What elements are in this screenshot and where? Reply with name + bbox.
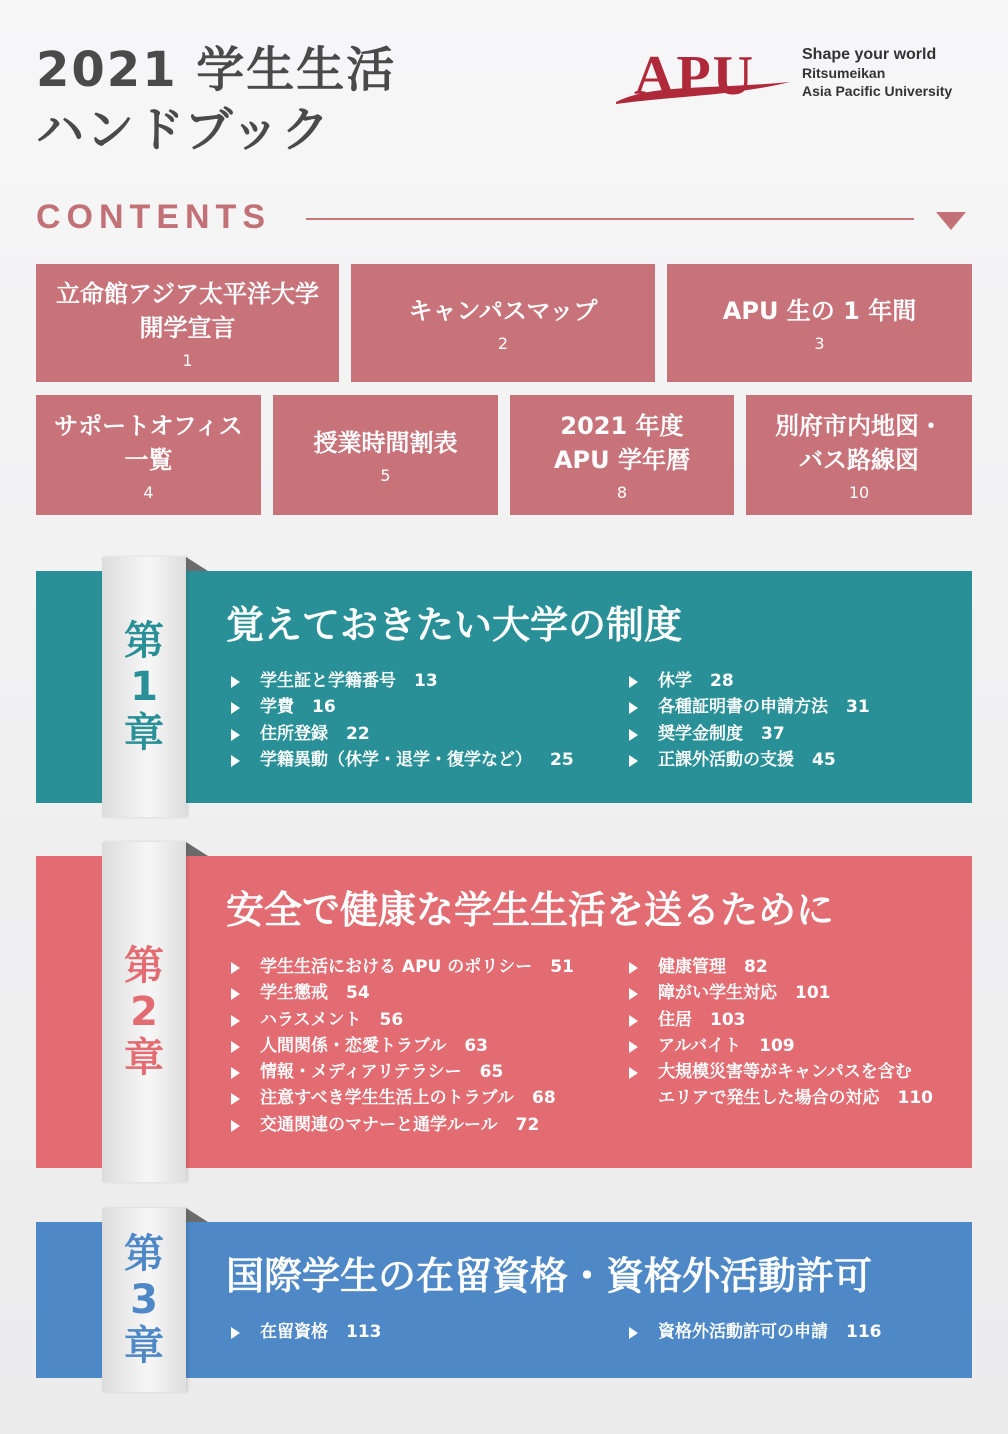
toc-item[interactable]: 学籍異動（休学・退学・復学など） 25 (228, 747, 574, 773)
contents-rule (306, 218, 914, 220)
toc-tile-page: 3 (814, 333, 825, 353)
toc-item[interactable]: 正課外活動の支援 45 (626, 747, 870, 773)
title-line-2: ハンドブック (36, 102, 332, 158)
toc-tile-class-schedule[interactable] (273, 395, 498, 515)
toc-tile-beppu-map[interactable] (746, 395, 972, 515)
apu-logo (612, 44, 992, 114)
toc-item[interactable]: 障がい学生対応 101 (626, 980, 933, 1006)
title-line-1: 2021 学生生活 (36, 42, 397, 98)
toc-tile-page: 5 (380, 465, 391, 485)
toc-item[interactable]: 交通関連のマナーと通学ルール 72 (228, 1112, 574, 1138)
svg-text:APU: APU (634, 45, 756, 107)
chapter-1 (36, 557, 972, 817)
chapter-mark-dai: 第 (124, 943, 164, 989)
toc-item[interactable]: 学生懲戒 54 (228, 980, 574, 1006)
chapter-3 (36, 1208, 972, 1392)
chapter-mark-sho: 章 (124, 1035, 164, 1081)
chapter-mark-dai: 第 (124, 618, 164, 664)
chevron-down-icon (936, 212, 966, 230)
toc-item[interactable]: ハラスメント 56 (228, 1007, 574, 1033)
chapter-1-right-list (626, 668, 870, 773)
toc-item[interactable]: 資格外活動許可の申請 116 (626, 1319, 882, 1345)
chapter-3-ribbon (102, 1208, 186, 1392)
toc-item[interactable]: 在留資格 113 (228, 1319, 382, 1345)
chapter-mark-number: 1 (130, 664, 158, 710)
chapter-2-ribbon (102, 842, 186, 1182)
chapter-mark-number: 3 (130, 1277, 158, 1323)
toc-item[interactable]: アルバイト 109 (626, 1033, 933, 1059)
toc-item[interactable]: 住居 103 (626, 1007, 933, 1033)
toc-tile-label: 立命館アジア太平洋大学 開学宣言 (55, 279, 320, 342)
chapter-3-left-list (228, 1319, 382, 1345)
toc-tile-page: 4 (143, 482, 154, 502)
apu-logo-mark (612, 44, 792, 114)
toc-item[interactable]: 奨学金制度 37 (626, 721, 870, 747)
logo-tagline: Shape your world (802, 46, 937, 63)
toc-tile-label: 授業時間割表 (313, 428, 458, 457)
toc-item[interactable]: 人間関係・恋愛トラブル 63 (228, 1033, 574, 1059)
logo-name-line-2: Asia Pacific University (802, 83, 953, 99)
chapter-mark-number: 2 (130, 989, 158, 1035)
toc-tile-page: 10 (848, 482, 870, 502)
toc-item[interactable]: 注意すべき学生生活上のトラブル 68 (228, 1085, 574, 1111)
toc-item[interactable]: 学生証と学籍番号 13 (228, 668, 574, 694)
toc-tile-page: 1 (182, 350, 193, 370)
chapter-1-ribbon (102, 557, 186, 817)
contents-heading: CONTENTS (36, 198, 271, 236)
chapter-2-title: 安全で健康な学生生活を送るために (226, 888, 835, 932)
chapter-mark-dai: 第 (124, 1231, 164, 1277)
toc-tile-label: サポートオフィス 一覧 (54, 411, 243, 474)
chapter-3-right-list (626, 1319, 882, 1345)
logo-tagline-block (802, 46, 952, 100)
toc-tile-page: 2 (497, 333, 509, 353)
chapter-mark-sho: 章 (124, 1323, 164, 1369)
toc-tile-declaration[interactable] (36, 264, 339, 382)
chapter-2-right-list (626, 954, 933, 1112)
toc-item[interactable]: 大規模災害等がキャンパスを含む エリアで発生した場合の対応 110 (626, 1059, 933, 1112)
chapter-2 (36, 842, 972, 1182)
ribbon-fold (186, 1208, 208, 1222)
chapter-mark-sho: 章 (124, 710, 164, 756)
logo-name-line-1: Ritsumeikan (802, 65, 886, 81)
toc-item[interactable]: 休学 28 (626, 668, 870, 694)
toc-item[interactable]: 健康管理 82 (626, 954, 933, 980)
chapter-2-left-list (228, 954, 574, 1138)
toc-item[interactable]: 学生生活における APU のポリシー 51 (228, 954, 574, 980)
toc-tile-label: APU 生の 1 年間 (722, 296, 917, 325)
toc-tile-campus-map[interactable] (351, 264, 655, 382)
toc-tile-label: キャンパスマップ (408, 296, 598, 325)
toc-tile-support-offices[interactable] (36, 395, 261, 515)
ribbon-fold (186, 842, 208, 856)
toc-item[interactable]: 情報・メディアリテラシー 65 (228, 1059, 574, 1085)
toc-tile-first-year[interactable] (667, 264, 972, 382)
chapter-3-title: 国際学生の在留資格・資格外活動許可 (226, 1254, 873, 1298)
chapter-1-left-list (228, 668, 574, 773)
toc-tile-academic-calendar[interactable] (510, 395, 734, 515)
toc-tile-page: 8 (616, 482, 628, 502)
page-title (36, 40, 396, 160)
ribbon-fold (186, 557, 208, 571)
toc-item[interactable]: 各種証明書の申請方法 31 (626, 694, 870, 720)
toc-item[interactable]: 住所登録 22 (228, 721, 574, 747)
toc-item[interactable]: 学費 16 (228, 694, 574, 720)
chapter-1-title: 覚えておきたい大学の制度 (226, 603, 683, 647)
toc-tile-label: 別府市内地図・ バス路線図 (775, 411, 943, 474)
toc-tile-label: 2021 年度 APU 学年暦 (553, 411, 690, 474)
